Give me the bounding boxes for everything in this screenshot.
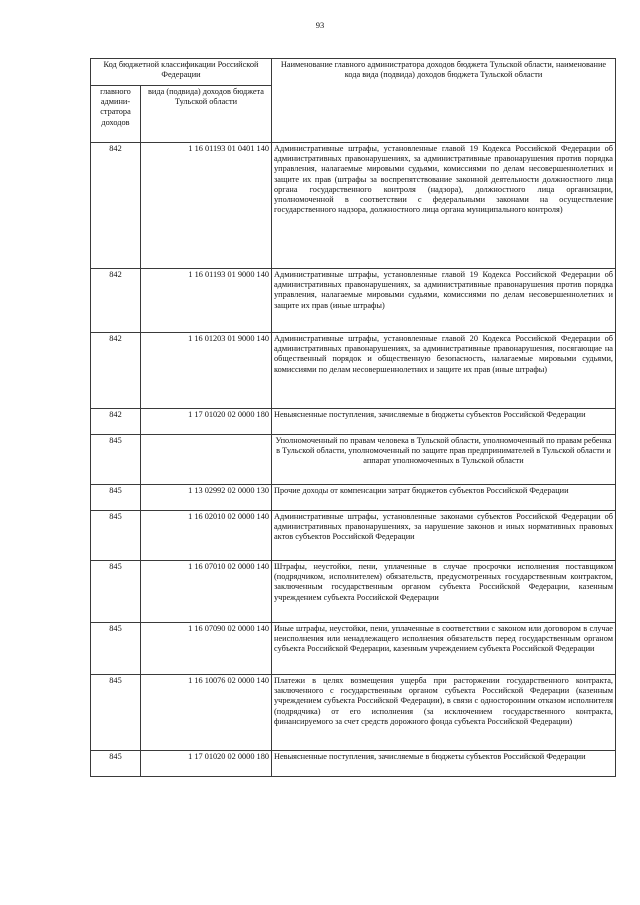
header-classification-code: Код бюджетной классификации Российской Федерации xyxy=(91,59,272,86)
revenue-code-cell: 1 16 02010 02 0000 140 xyxy=(141,511,272,561)
revenue-code-cell: 1 13 02992 02 0000 130 xyxy=(141,485,272,511)
description-cell: Административные штрафы, установленные главой 20 Кодекса Российской Федерации об административных правонарушениях, за административные правонарушения, посягающие на общественный порядок и общественную безопасность, налагаемые мировыми судьями, комиссиями по делам несовершеннолетних и защите их прав (иные штрафы) xyxy=(272,333,616,409)
table-body xyxy=(91,143,616,777)
description-cell: Административные штрафы, установленные главой 19 Кодекса Российской Федерации об административных правонарушениях, за административные правонарушения против порядка управления, налагаемые мировыми судьями, комиссиями по делам несовершеннолетних и защите их прав (штрафы за воспрепятствование законной деятельности должностного лица органа государственного контроля (надзора), должностного лица организации, уполномоченной в соответствии с федеральными законами на осуществление государственного надзора, должностного лица органа муниципального контроля) xyxy=(272,143,616,269)
revenue-code-cell: 1 16 01203 01 9000 140 xyxy=(141,333,272,409)
table-row xyxy=(91,485,616,511)
admin-code-cell: 842 xyxy=(91,269,141,333)
revenue-code-cell: 1 16 01193 01 0401 140 xyxy=(141,143,272,269)
admin-code-cell: 842 xyxy=(91,333,141,409)
table-row xyxy=(91,623,616,675)
revenue-code-cell xyxy=(141,435,272,485)
admin-code-cell: 842 xyxy=(91,409,141,435)
page-number: 93 xyxy=(315,20,325,30)
table-row xyxy=(91,333,616,409)
table-row xyxy=(91,269,616,333)
admin-code-cell: 845 xyxy=(91,561,141,623)
admin-code-cell: 845 xyxy=(91,751,141,777)
header-name: Наименование главного администратора доходов бюджета Тульской области, наименование кода вида (подвида) доходов бюджета Тульской области xyxy=(272,59,616,143)
description-cell: Прочие доходы от компенсации затрат бюджетов субъектов Российской Федерации xyxy=(272,485,616,511)
table-row xyxy=(91,751,616,777)
admin-code-cell: 842 xyxy=(91,143,141,269)
administrator-heading-cell: Уполномоченный по правам человека в Тульской области, уполномоченный по правам ребенка в Тульской области, уполномоченный по защите прав предпринимателей в Тульской области и аппарат уполномоченных в Тульской области xyxy=(272,435,616,485)
admin-code-cell: 845 xyxy=(91,485,141,511)
description-cell: Иные штрафы, неустойки, пени, уплаченные в соответствии с законом или договором в случае неисполнения или ненадлежащего исполнения обязательств перед государственным органом субъекта Российской Федерации, казенным учреждением субъекта Российской Федерации xyxy=(272,623,616,675)
admin-code-cell: 845 xyxy=(91,675,141,751)
table-row xyxy=(91,511,616,561)
revenue-classification-table xyxy=(90,58,616,777)
description-cell: Платежи в целях возмещения ущерба при расторжении государственного контракта, заключенного с государственным органом субъекта Российской Федерации (казенным учреждением субъекта Российской Федерации), в связи с односторонним отказом исполнителя (подрядчика) от его исполнения (за исключением государственного контракта, финансируемого за счет средств дорожного фонда субъекта Российской Федерации) xyxy=(272,675,616,751)
table-row xyxy=(91,143,616,269)
table-header xyxy=(91,59,616,143)
revenue-code-cell: 1 16 01193 01 9000 140 xyxy=(141,269,272,333)
header-revenue-type: вида (подвида) доходов бюджета Тульской области xyxy=(141,86,272,143)
description-cell: Штрафы, неустойки, пени, уплаченные в случае просрочки исполнения поставщиком (подрядчиком, исполнителем) обязательств, предусмотренных государственным контрактом, заключенным государственным органом субъекта Российской Федерации, казенным учреждением субъекта Российской Федерации xyxy=(272,561,616,623)
revenue-code-cell: 1 17 01020 02 0000 180 xyxy=(141,409,272,435)
revenue-code-cell: 1 17 01020 02 0000 180 xyxy=(141,751,272,777)
table-row xyxy=(91,435,616,485)
admin-code-cell: 845 xyxy=(91,623,141,675)
revenue-code-cell: 1 16 07010 02 0000 140 xyxy=(141,561,272,623)
revenue-code-cell: 1 16 10076 02 0000 140 xyxy=(141,675,272,751)
table-row xyxy=(91,409,616,435)
admin-code-cell: 845 xyxy=(91,511,141,561)
admin-code-cell: 845 xyxy=(91,435,141,485)
description-cell: Административные штрафы, установленные законами субъектов Российской Федерации об административных правонарушениях, за нарушение законов и иных нормативных правовых актов субъектов Российской Федерации xyxy=(272,511,616,561)
description-cell: Невыясненные поступления, зачисляемые в бюджеты субъектов Российской Федерации xyxy=(272,409,616,435)
table-row xyxy=(91,561,616,623)
revenue-code-cell: 1 16 07090 02 0000 140 xyxy=(141,623,272,675)
description-cell: Невыясненные поступления, зачисляемые в бюджеты субъектов Российской Федерации xyxy=(272,751,616,777)
table-row xyxy=(91,675,616,751)
description-cell: Административные штрафы, установленные главой 19 Кодекса Российской Федерации об административных правонарушениях, за административные правонарушения против порядка управления, налагаемые мировыми судьями, комиссиями по делам несовершеннолетних и защите их прав (иные штрафы) xyxy=(272,269,616,333)
header-admin: главного админи-стратора доходов xyxy=(91,86,141,143)
